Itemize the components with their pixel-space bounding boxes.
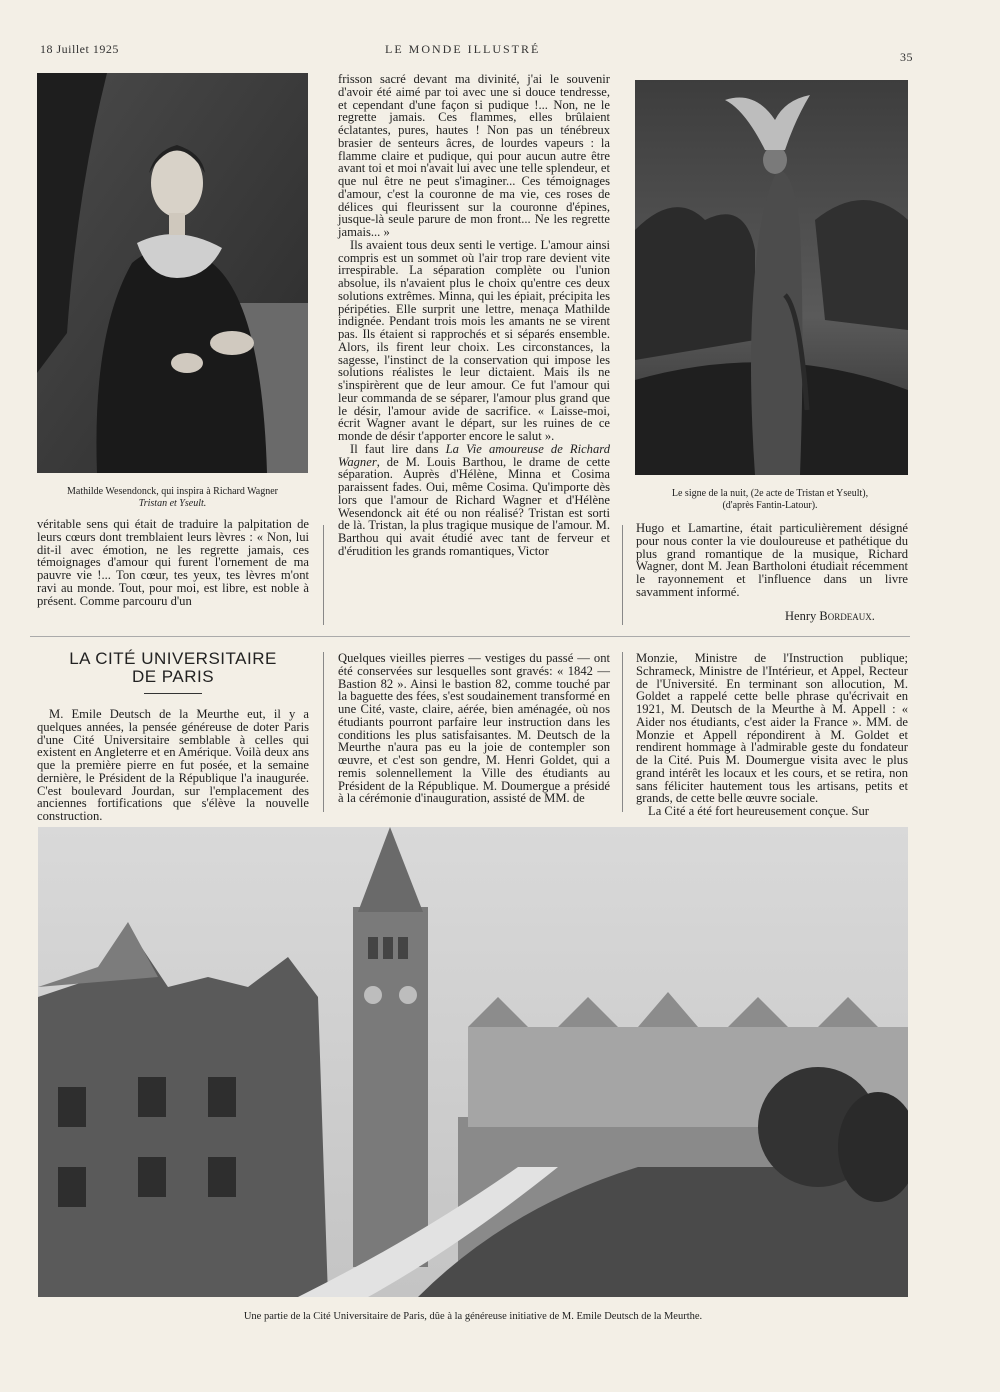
- top-left-column: [37, 518, 309, 607]
- portrait-photo: [37, 73, 308, 473]
- portrait-caption: [30, 486, 315, 509]
- top-right-paragraph: Hugo et Lamartine, était particulièrement désigné pour nous conter la vie douloureuse et pathétique du plus grand romantique de la musique, Richard Wagner, dont M. Jean Bartholoni étudiait récemment le rayonnement et l'influence dans un livre savamment informé.: [636, 521, 908, 599]
- mid-paragraph-1: frisson sacré devant ma divinité, j'ai le souvenir d'avoir été aimé par toi avec une si douce tendresse, et cependant d'une façon si pudique !... Non, ne le regrette jamais. Ces flammes, elles brûlaient éclatantes, pures, hautes ! Non pas un ténébreux brasier de senteurs âcres, de lourdes vapeurs : la flamme claire et pudique, qui pour aucun autre être avant toi et moi n'avait lui avec une telle splendeur, et que nul être ne peut s'imaginer... Ces témoignages d'amour, c'est la couronne de ma vie, ces roses de délices qui fleurissent sur la couronne d'épines, jusque-là seule parure de mon front... Ne les regrette jamais... »: [338, 72, 610, 239]
- engraving-image: [635, 80, 908, 475]
- header-date: 18 Juillet 1925: [40, 42, 119, 56]
- column-divider: [323, 525, 324, 625]
- portrait-image: [37, 73, 308, 473]
- article-col2-paragraph: Quelques vieilles pierres — vestiges du passé — ont été conservées sur lesquelles sont gravés: « 1842 — Bastion 82 ». Ainsi le bastion 82, comme touché par la baguette des fées, s'est soudainement transformé en une Cité, vaste, claire, aérée, bien aménagée, où nos étudiants pourront parfaire leur instruction dans les conditions les plus satisfaisantes. M. Deutsch de la Meurthe n'aura pas eu la joie de contempler son œuvre, et c'est son gendre, M. Henri Goldet, qui a remis solennellement la Ville des étudiants au Président de la République. M. Doumergue a présidé à la cérémonie d'inauguration, assisté de MM. de: [338, 651, 610, 806]
- campus-caption: Une partie de la Cité Universitaire de Paris, dûe à la généreuse initiative de M. Emile Deutsch de la Meurthe.: [243, 1311, 703, 1322]
- campus-image: [38, 827, 908, 1297]
- top-middle-column: [338, 73, 610, 558]
- article-column-2: [338, 652, 610, 805]
- article-title: [37, 650, 309, 686]
- column-divider: [622, 652, 623, 812]
- article-col3-paragraph-2: La Cité a été fort heureusement conçue. Sur: [648, 804, 869, 818]
- engraving-caption-line1: Le signe de la nuit, (2e acte de Tristan et Yseult),: [671, 488, 869, 499]
- article-title-line2: DE PARIS: [131, 667, 215, 686]
- portrait-caption-line1: Mathilde Wesendonck, qui inspira à Richard Wagner: [66, 486, 279, 497]
- article-col1-paragraph: M. Emile Deutsch de la Meurthe eut, il y a quelques années, la pensée généreuse de doter Paris d'une Cité Universitaire semblable à celles qui existent en Angleterre et en Amérique. Voilà deux ans que la première pierre en fut posée, et la semaine dernière, le Président de la République l'a inaugurée. C'est boulevard Jourdan, sur l'emplacement des anciennes fortifications que s'élève la nouvelle construction.: [37, 707, 309, 823]
- article-column-1: [37, 708, 309, 823]
- article-column-3: [636, 652, 908, 818]
- engraving-caption: [625, 488, 915, 511]
- engraving-caption-line2: (d'après Fantin-Latour).: [722, 499, 818, 511]
- article-col3-paragraph: Monzie, Ministre de l'Instruction publique; Schrameck, Ministre de l'Intérieur, et Appel, Recteur de l'Université. En terminant son allocution, M. Goldet a rappelé cette belle phrase qu'écrivait en 1921, M. Deutsch de la Meurthe à M. Appell : « Aider nos étudiants, c'est aider la France ». MM. de Monzie et Appell répondirent à M. Goldet et rendirent hommage à l'admirable geste du fondateur de la Cité. Puis M. Doumergue visita avec le plus grand intérêt les locaux et les cours, et se retira, non sans féliciter hautement tous les artisans, petits et grands, de cette belle œuvre sociale.: [636, 651, 908, 806]
- masthead: LE MONDE ILLUSTRÉ: [385, 42, 541, 56]
- signature: Henry Bordeaux.: [785, 609, 875, 623]
- top-right-column: [636, 522, 908, 599]
- page-number: 35: [900, 50, 913, 64]
- mid-paragraph-2: Ils avaient tous deux senti le vertige. L'amour ainsi compris est un sommet où l'air trop rare devient vite irrespirable. La séparation complète ou l'union absolue, ils n'avaient plus le choix qu'entre ces deux solutions extrêmes. Minna, qui les épiait, précipita les péripéties. Elle surprit une lettre, menaça Mathilde indignée. Pendant trois mois les amants ne se virent pas. Ils étaient si rapprochés et si séparés ensemble. Alors, ils firent leur choix. Les circonstances, la sagesse, l'instinct de la conservation qui impose les solutions réalistes le leur dictaient. Mais ils ne s'inspirèrent que de leur amour. Ce fut l'amour qui leur commanda de se séparer, l'amour plus grand que le désir, l'amour avide de sacrifice. « Laisse-moi, écrit Wagner avant le départ, sur les ruines de ce monde de désir t'apporter encore le salut ».: [338, 237, 610, 443]
- title-underline: [144, 693, 202, 694]
- column-divider: [323, 652, 324, 812]
- section-separator: [30, 636, 910, 637]
- article-title-line1: LA CITÉ UNIVERSITAIRE: [69, 649, 277, 668]
- campus-photo: [38, 827, 908, 1297]
- portrait-caption-line2: Tristan et Yseult.: [138, 497, 207, 509]
- engraving-photo: [635, 80, 908, 475]
- mid-paragraph-3: Il faut lire dans La Vie amoureuse de Richard Wagner, de M. Louis Barthou, le drame de cette séparation. Auprès d'Hélène, Minna et Cosima paraissent fades. Oui, même Cosima. Qu'importe dès lors que l'amour de Richard Wagner et d'Hélène Wesendonck ait été ou non réalisé? Tristan est sorti de là. Tristan, la plus tragique musique de l'amour. M. Barthou qui avait étudié avec tant de ferveur et d'érudition les grands romantiques, Victor: [338, 441, 611, 558]
- top-left-paragraph: véritable sens qui était de traduire la palpitation de leurs cœurs dont tremblaient leurs lèvres : « Non, lui dit-il avec émotion, ne les regrette jamais, ces témoignages d'amour qui furent l'ornement de ma pauvre vie !... Ton cœur, tes yeux, tes lèvres m'ont ravi au monde. Tout, pour moi, est libre, est noble à présent. Comme parcouru d'un: [37, 517, 309, 608]
- column-divider: [622, 525, 623, 625]
